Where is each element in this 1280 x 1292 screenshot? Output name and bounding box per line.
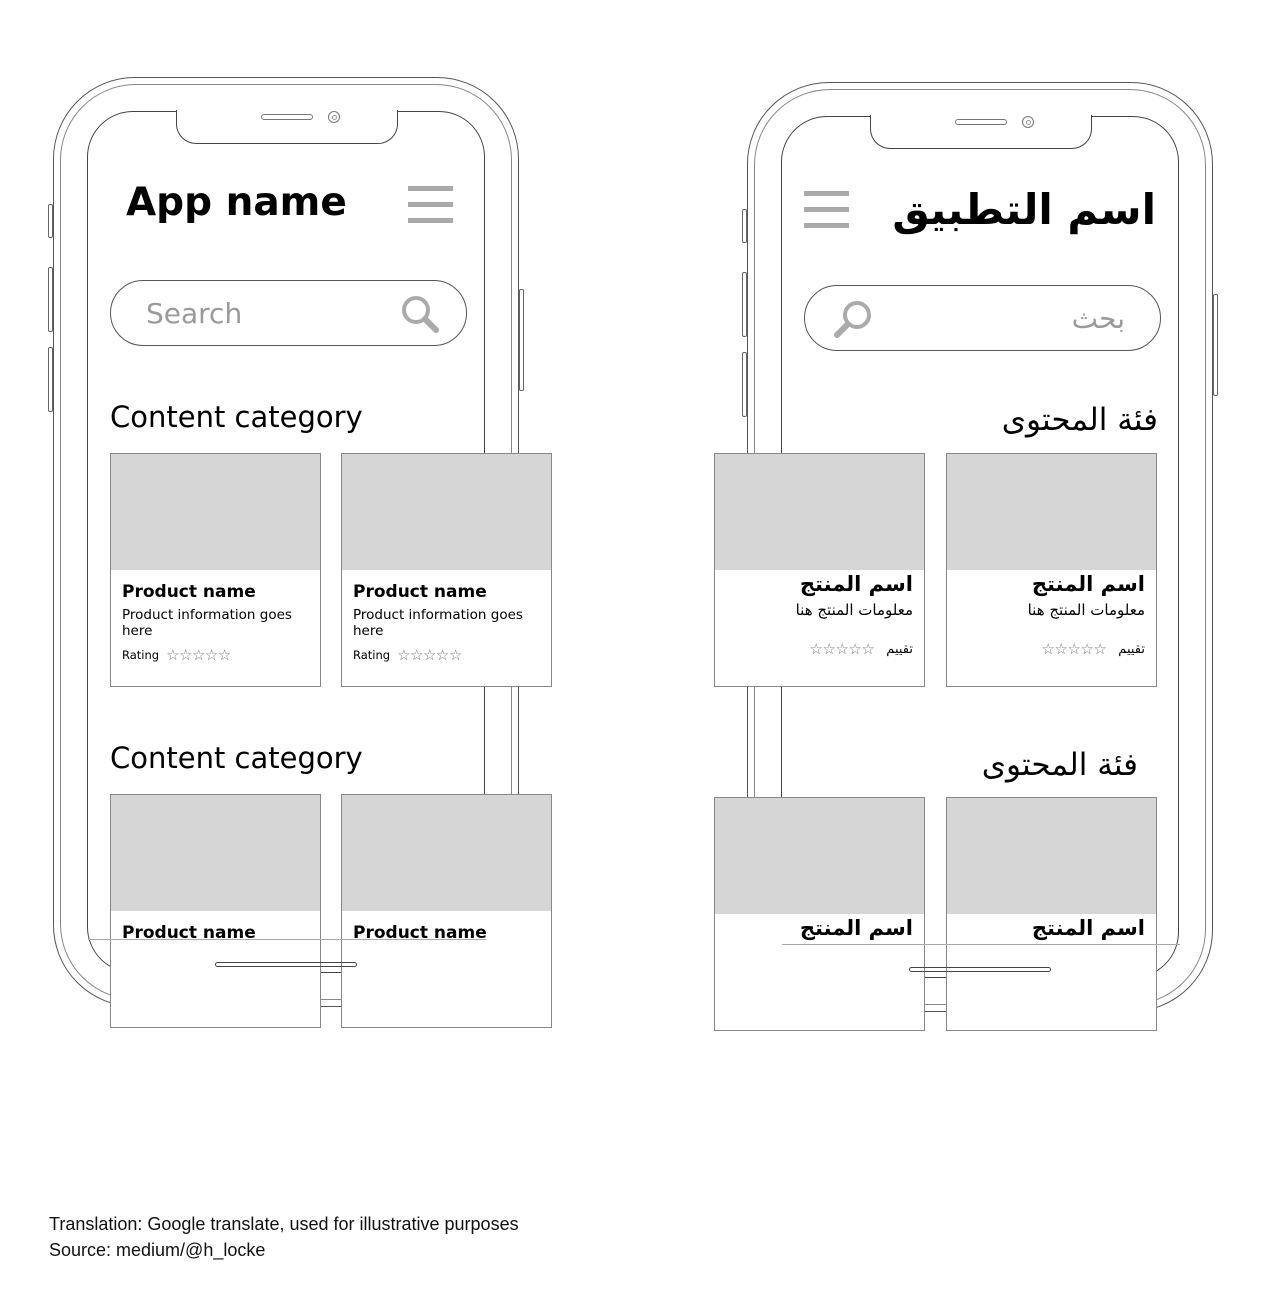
product-info: Product information goes here	[353, 607, 523, 639]
product-card[interactable]	[714, 453, 925, 687]
translation-note: Translation: Google translate, used for illustrative purposes	[49, 1214, 519, 1234]
product-image-placeholder	[342, 795, 551, 911]
search-bar[interactable]	[804, 285, 1161, 351]
product-image-placeholder	[715, 454, 924, 570]
power-button	[519, 289, 524, 391]
product-name: Product name	[353, 923, 487, 943]
hamburger-menu-icon[interactable]	[804, 191, 849, 229]
app-title: App name	[126, 180, 347, 225]
phone-screen	[87, 111, 523, 973]
product-card[interactable]	[110, 794, 321, 1028]
home-indicator[interactable]	[215, 962, 357, 967]
phone-screen	[781, 116, 1179, 978]
product-name: Product name	[122, 923, 256, 943]
phone-mockup-rtl	[747, 82, 1213, 1012]
rating-row	[353, 646, 462, 664]
search-placeholder: بحث	[1071, 302, 1125, 335]
product-card[interactable]	[341, 453, 552, 687]
category-title: Content category	[110, 741, 363, 775]
screen-content	[88, 112, 523, 943]
product-image-placeholder	[111, 795, 320, 911]
star-rating-icon[interactable]: ☆☆☆☆☆	[1041, 640, 1107, 658]
star-rating-icon[interactable]: ☆☆☆☆☆	[809, 640, 875, 658]
rating-row	[122, 646, 231, 664]
product-image-placeholder	[715, 798, 924, 914]
screen-content	[782, 117, 1180, 944]
product-card[interactable]	[110, 453, 321, 687]
search-placeholder: Search	[146, 297, 243, 330]
category-title: فئة المحتوى	[981, 747, 1138, 783]
category-title: فئة المحتوى	[1001, 402, 1158, 438]
magnifier-icon[interactable]	[832, 298, 874, 340]
notch	[870, 115, 1092, 149]
product-name: اسم المنتج	[799, 916, 913, 940]
product-image-placeholder	[947, 798, 1156, 914]
product-info: معلومات المنتج هنا	[795, 601, 913, 619]
search-bar[interactable]	[110, 280, 467, 346]
product-info: معلومات المنتج هنا	[1027, 601, 1145, 619]
product-card[interactable]	[946, 797, 1157, 1031]
home-bar-divider	[88, 939, 486, 940]
product-info: Product information goes here	[122, 607, 292, 639]
product-card[interactable]	[714, 797, 925, 1031]
rating-row	[810, 640, 913, 658]
product-name: Product name	[122, 582, 256, 602]
product-image-placeholder	[111, 454, 320, 570]
camera-icon	[328, 111, 340, 123]
rating-label: Rating	[353, 648, 391, 662]
camera-icon	[1022, 116, 1034, 128]
category-title: Content category	[110, 400, 363, 434]
rating-row	[1042, 640, 1145, 658]
product-name: اسم المنتج	[1031, 572, 1145, 596]
star-rating-icon[interactable]: ☆☆☆☆☆	[397, 646, 462, 664]
rating-label: تقييم	[886, 641, 913, 657]
source-note: Source: medium/@h_locke	[49, 1240, 266, 1260]
product-card[interactable]	[946, 453, 1157, 687]
rating-label: Rating	[122, 648, 160, 662]
star-rating-icon[interactable]: ☆☆☆☆☆	[166, 646, 231, 664]
rating-label: تقييم	[1118, 641, 1145, 657]
app-title: اسم التطبيق	[892, 185, 1156, 234]
magnifier-icon[interactable]	[399, 293, 441, 335]
notch	[176, 110, 398, 144]
home-indicator[interactable]	[909, 967, 1051, 972]
product-name: اسم المنتج	[799, 572, 913, 596]
hamburger-menu-icon[interactable]	[408, 186, 453, 224]
product-image-placeholder	[342, 454, 551, 570]
power-button	[1213, 294, 1218, 396]
product-name: Product name	[353, 582, 487, 602]
product-card[interactable]	[341, 794, 552, 1028]
speaker-icon	[955, 119, 1007, 125]
phone-mockup-ltr	[53, 77, 523, 1007]
home-bar-divider	[782, 944, 1180, 945]
speaker-icon	[261, 114, 313, 120]
product-image-placeholder	[947, 454, 1156, 570]
product-name: اسم المنتج	[1031, 916, 1145, 940]
